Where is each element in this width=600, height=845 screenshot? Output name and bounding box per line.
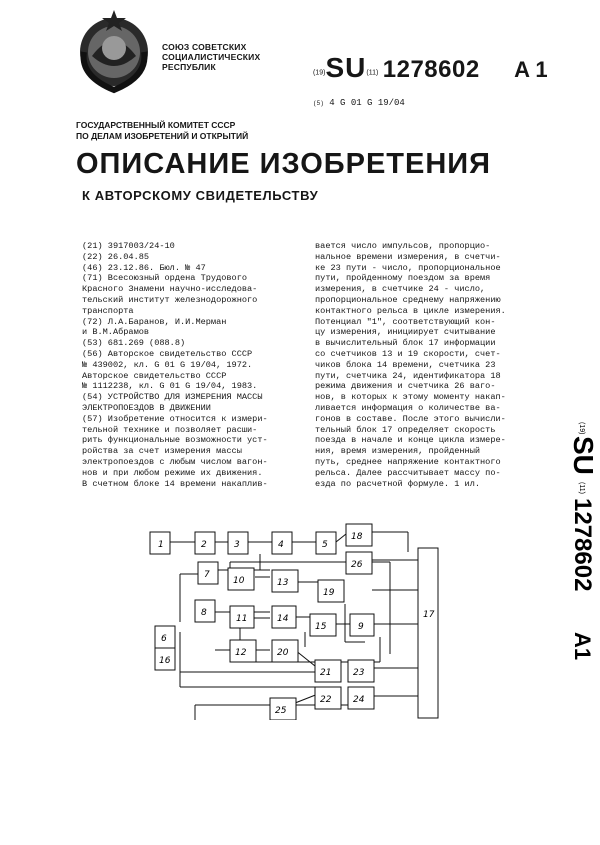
text-line: нов, в которых к этому моменту накап- xyxy=(315,392,506,403)
svg-text:10: 10 xyxy=(233,576,245,586)
country-code: SU xyxy=(325,52,367,83)
text-line: цу измерения, инициирует считывание xyxy=(315,327,496,338)
patent-number-line xyxy=(313,52,548,84)
side-code-11: (11) xyxy=(578,482,585,494)
text-line: гонов в составе. После этого вычисли- xyxy=(315,413,506,424)
text-line: № 1112238, кл. G 01 G 19/04, 1983. xyxy=(82,381,258,392)
text-line: путь, среднее напряжение контактного xyxy=(315,456,501,467)
code-11: (11) xyxy=(366,69,379,77)
ipc-value: 4 G 01 G 19/04 xyxy=(329,98,405,108)
text-line: (21) 3917003/24-10 xyxy=(82,241,175,251)
text-line: режима движения и счетчика 26 ваго- xyxy=(315,381,496,392)
org-line: СОЮЗ СОВЕТСКИХ xyxy=(162,42,247,52)
text-line: Потенциал "1", соответствующий кон- xyxy=(315,316,496,327)
text-line: в вычислительный блок 17 информации xyxy=(315,338,496,349)
text-line: (22) 26.04.85 xyxy=(82,251,150,262)
ipc-classification xyxy=(313,98,405,108)
text-line: поезда в начале и конце цикла измере- xyxy=(315,435,506,446)
svg-text:26: 26 xyxy=(351,560,363,570)
text-line: (57) Изобретение относится к измери- xyxy=(82,413,268,424)
org-line: СОЦИАЛИСТИЧЕСКИХ xyxy=(162,52,261,62)
svg-text:12: 12 xyxy=(235,648,247,658)
svg-text:15: 15 xyxy=(315,622,327,632)
text-line: ливается информация о количестве ва- xyxy=(315,402,501,413)
text-line: транспорта xyxy=(82,305,134,316)
svg-text:6: 6 xyxy=(161,634,167,644)
svg-text:2: 2 xyxy=(201,540,207,550)
svg-text:1: 1 xyxy=(158,540,164,550)
svg-text:17: 17 xyxy=(423,610,435,620)
text-line: (56) Авторское свидетельство СССР xyxy=(82,348,253,359)
text-line: электропоездов с любым числом вагон- xyxy=(82,456,268,467)
text-line: измерения, в счетчике 24 - число, xyxy=(315,284,486,295)
ussr-emblem xyxy=(70,6,158,94)
svg-text:18: 18 xyxy=(351,532,363,542)
text-line: тельный блок 17 определяет скорость xyxy=(315,424,496,435)
text-line: тельной технике и позволяет расши- xyxy=(82,424,258,435)
document-subtitle: К АВТОРСКОМУ СВИДЕТЕЛЬСТВУ xyxy=(82,188,319,203)
text-line: № 439002, кл. G 01 G 19/04, 1972. xyxy=(82,359,253,370)
text-line: ЭЛЕКТРОПОЕЗДОВ В ДВИЖЕНИИ xyxy=(82,402,211,413)
side-patent-number: 1278602 xyxy=(569,498,596,592)
text-line: (53) 681.269 (088.8) xyxy=(82,338,186,349)
ipc-code: (5) xyxy=(313,100,324,107)
committee-line: ПО ДЕЛАМ ИЗОБРЕТЕНИЙ И ОТКРЫТИЙ xyxy=(76,131,249,141)
committee-line: ГОСУДАРСТВЕННЫЙ КОМИТЕТ СССР xyxy=(76,120,236,130)
text-line: чиков блока 14 времени, счетчика 23 xyxy=(315,359,496,370)
svg-text:8: 8 xyxy=(201,608,207,618)
text-line: Красного Знамени научно-исследова- xyxy=(82,284,258,295)
text-line: ке 23 пути - число, пропорциональное xyxy=(315,262,501,273)
text-line: нов и при любом режиме их движения. xyxy=(82,467,263,478)
svg-text:20: 20 xyxy=(277,648,289,658)
text-line: со счетчиков 13 и 19 скорости, счет- xyxy=(315,348,501,359)
text-line: пути, счетчика 24, идентификатора 18 xyxy=(315,370,501,381)
text-line: и В.М.Абрамов xyxy=(82,327,150,338)
svg-text:23: 23 xyxy=(353,668,365,678)
svg-text:5: 5 xyxy=(322,540,328,550)
text-line: (54) УСТРОЙСТВО ДЛЯ ИЗМЕРЕНИЯ МАССЫ xyxy=(82,392,263,403)
text-line: рельса. Далее рассчитывает массу по- xyxy=(315,467,501,478)
text-line: В счетном блоке 14 времени накаплив- xyxy=(82,478,268,489)
svg-text:16: 16 xyxy=(159,656,171,666)
svg-text:14: 14 xyxy=(277,614,289,624)
text-line: ройства за счет измерения массы xyxy=(82,446,242,457)
text-line: пропорциональное среднему напряжению xyxy=(315,294,501,305)
kind-code: A 1 xyxy=(514,57,548,82)
text-line: вается число импульсов, пропорцио- xyxy=(315,241,491,251)
text-line: рить функциональные возможности уст- xyxy=(82,435,268,446)
svg-text:25: 25 xyxy=(275,706,287,716)
svg-text:9: 9 xyxy=(358,622,364,632)
text-line: контактного рельса в цикле измерения. xyxy=(315,305,506,316)
side-patent-stamp xyxy=(540,420,600,670)
side-code-19: (19) xyxy=(578,422,585,435)
svg-text:11: 11 xyxy=(236,614,248,624)
patent-number: 1278602 xyxy=(382,56,480,83)
svg-text:19: 19 xyxy=(323,588,335,598)
code-19: (19) xyxy=(313,69,326,77)
text-line: езда по расчетной формуле. 1 ил. xyxy=(315,478,481,489)
svg-text:7: 7 xyxy=(204,570,210,580)
committee xyxy=(76,120,248,142)
side-kind-code: A1 xyxy=(570,632,595,661)
svg-text:24: 24 xyxy=(353,695,365,705)
svg-text:3: 3 xyxy=(234,540,240,550)
svg-text:13: 13 xyxy=(277,578,289,588)
document-title: ОПИСАНИЕ ИЗОБРЕТЕНИЯ xyxy=(76,148,491,180)
svg-text:4: 4 xyxy=(278,540,284,550)
block-diagram xyxy=(140,522,440,720)
text-line: тельский институт железнодорожного xyxy=(82,294,258,305)
org-line: РЕСПУБЛИК xyxy=(162,62,216,72)
block-17 xyxy=(418,548,438,718)
text-line: ния, время измерения, пройденный xyxy=(315,446,481,457)
svg-text:21: 21 xyxy=(320,668,332,678)
bibliographic-column xyxy=(82,241,310,489)
svg-text:22: 22 xyxy=(320,695,332,705)
text-line: нальное времени измерения, в счетчи- xyxy=(315,251,501,262)
country-name xyxy=(162,42,260,72)
text-line: пути, пройденному поездом за время xyxy=(315,273,491,284)
abstract-column xyxy=(315,241,540,489)
text-line: Авторское свидетельство СССР xyxy=(82,370,227,381)
text-line: (71) Всесоюзный ордена Трудового xyxy=(82,273,248,284)
side-country-code: SU xyxy=(568,436,599,475)
text-line: (46) 23.12.86. Бюл. № 47 xyxy=(82,262,206,273)
text-line: (72) Л.А.Баранов, И.И.Мерман xyxy=(82,316,227,327)
